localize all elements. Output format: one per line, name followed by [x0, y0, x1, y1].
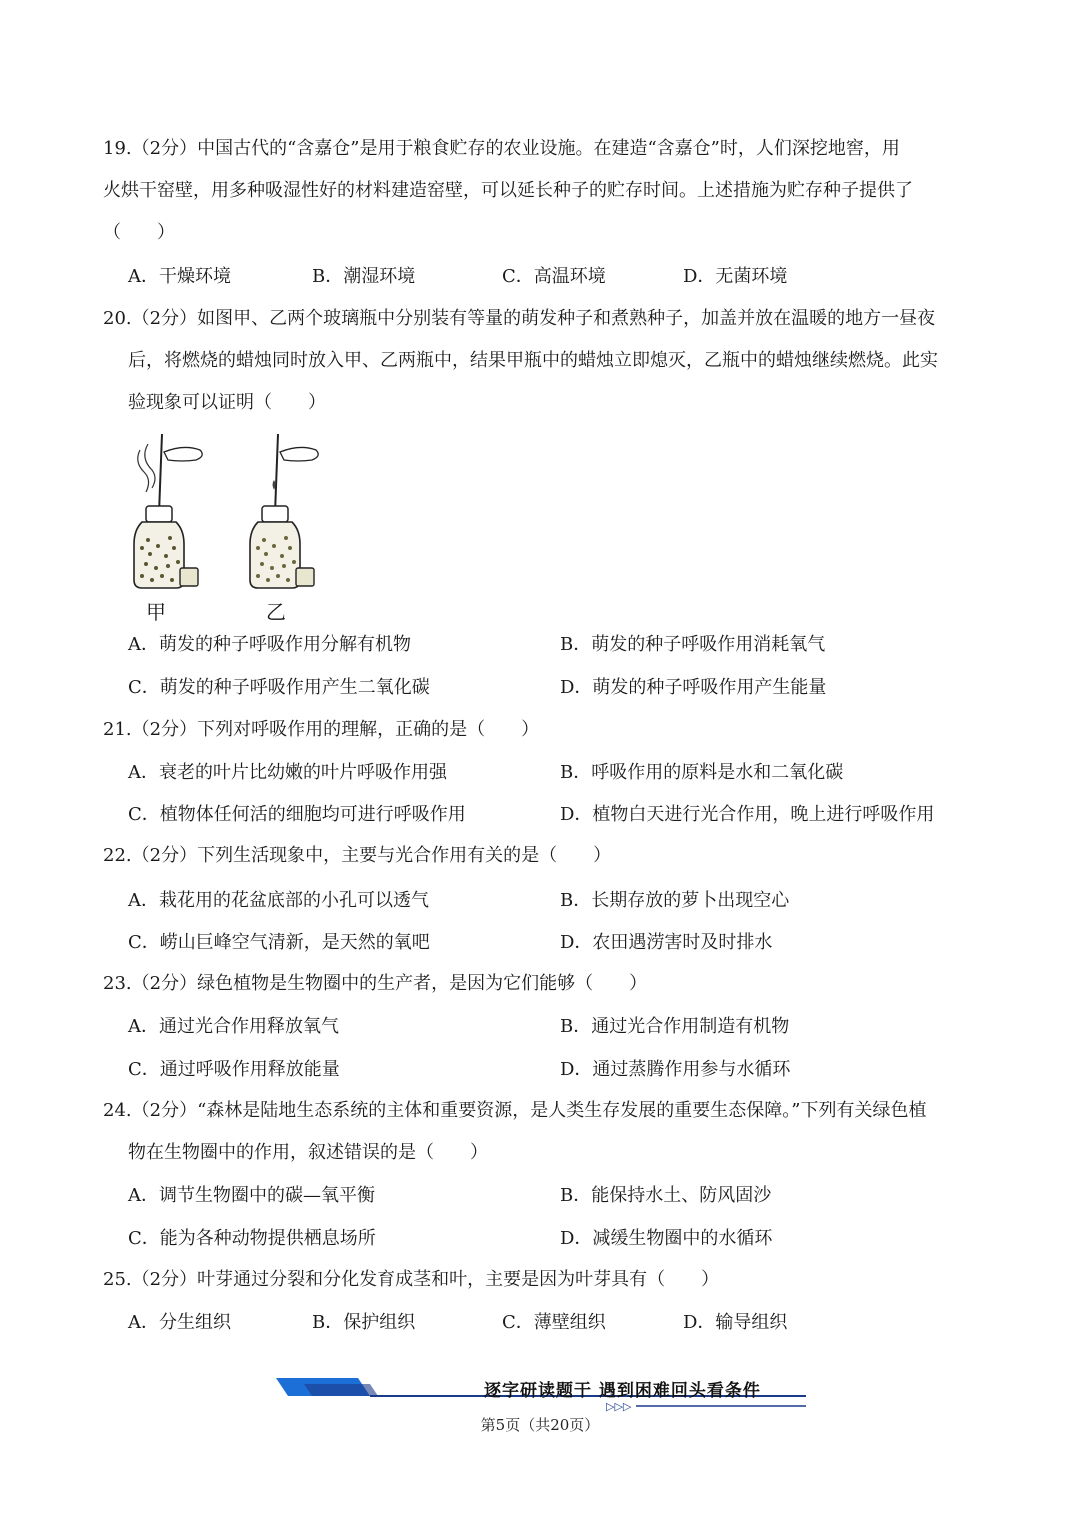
option-d: D．减缓生物圈中的水循环 [560, 1228, 773, 1249]
page-number: 第5页（共20页） [480, 1416, 600, 1434]
question-stem: 后，将燃烧的蜡烛同时放入甲、乙两瓶中，结果甲瓶中的蜡烛立即熄灭，乙瓶中的蜡烛继续燃烧。此实 [128, 350, 938, 371]
option-a: A．通过光合作用释放氧气 [128, 1016, 339, 1037]
option-d: D．无菌环境 [683, 266, 788, 287]
question-stem: （ ） [103, 222, 175, 243]
option-b: B．保护组织 [312, 1312, 416, 1333]
option-b: B．潮湿环境 [312, 266, 416, 287]
option-c: C．薄壁组织 [502, 1312, 606, 1333]
footer-slogan: 逐字研读题干 遇到困难回头看条件 [484, 1381, 761, 1401]
option-a: A．调节生物圈中的碳—氧平衡 [128, 1185, 375, 1206]
question-25 [103, 1259, 983, 1301]
question-stem: 物在生物圈中的作用，叙述错误的是（ ） [128, 1142, 488, 1163]
option-d: D．通过蒸腾作用参与水循环 [560, 1059, 791, 1080]
option-b: B．能保持水土、防风固沙 [560, 1185, 772, 1206]
option-c: C．萌发的种子呼吸作用产生二氧化碳 [128, 677, 430, 698]
jar-jia [134, 434, 202, 588]
figure-label-yi: 乙 [266, 600, 286, 624]
question-stem: 24.（2分）“森林是陆地生态系统的主体和重要资源，是人类生存发展的重要生态保障。”下列有关绿色植 [103, 1100, 927, 1121]
option-d: D．输导组织 [683, 1312, 788, 1333]
option-a: A．干燥环境 [128, 266, 231, 287]
option-c: C．通过呼吸作用释放能量 [128, 1059, 340, 1080]
question-stem: 火烘干窑壁，用多种吸湿性好的材料建造窑壁，可以延长种子的贮存时间。上述措施为贮存种子提供了 [103, 180, 913, 201]
question-stem: 22.（2分）下列生活现象中，主要与光合作用有关的是（ ） [103, 845, 612, 866]
footer-arrows: ▷▷▷ [606, 1400, 632, 1413]
option-b: B．通过光合作用制造有机物 [560, 1016, 790, 1037]
option-d: D．萌发的种子呼吸作用产生能量 [560, 677, 827, 698]
question-21 [103, 709, 983, 751]
question-24 [103, 1090, 983, 1174]
question-stem: 25.（2分）叶芽通过分裂和分化发育成茎和叶，主要是因为叶芽具有（ ） [103, 1269, 720, 1290]
option-a: A．衰老的叶片比幼嫩的叶片呼吸作用强 [128, 762, 447, 783]
option-a: A．萌发的种子呼吸作用分解有机物 [128, 634, 411, 655]
option-b: B．萌发的种子呼吸作用消耗氧气 [560, 634, 826, 655]
question-stem: 23.（2分）绿色植物是生物圈中的生产者，是因为它们能够（ ） [103, 973, 648, 994]
option-d: D．植物白天进行光合作用，晚上进行呼吸作用 [560, 804, 935, 825]
jars-illustration [128, 430, 338, 600]
option-a: A．栽花用的花盆底部的小孔可以透气 [128, 890, 429, 911]
figure-label-jia: 甲 [146, 600, 166, 624]
question-stem: 验现象可以证明（ ） [128, 392, 326, 413]
question-stem: 21.（2分）下列对呼吸作用的理解，正确的是（ ） [103, 719, 540, 740]
option-c: C．崂山巨峰空气清新，是天然的氧吧 [128, 932, 430, 953]
question-stem: 20.（2分）如图甲、乙两个玻璃瓶中分别装有等量的萌发种子和煮熟种子，加盖并放在温暖的地方一昼夜 [103, 308, 936, 329]
question-23 [103, 963, 983, 1005]
option-d: D．农田遇涝害时及时排水 [560, 932, 773, 953]
jar-yi [250, 434, 318, 588]
question-20 [103, 298, 983, 424]
option-b: B．呼吸作用的原料是水和二氧化碳 [560, 762, 844, 783]
question-stem: 19.（2分）中国古代的“含嘉仓”是用于粮食贮存的农业设施。在建造“含嘉仓”时，人们深挖地窖，用 [103, 138, 900, 159]
option-c: C．能为各种动物提供栖息场所 [128, 1228, 376, 1249]
option-c: C．高温环境 [502, 266, 606, 287]
option-b: B．长期存放的萝卜出现空心 [560, 890, 790, 911]
option-a: A．分生组织 [128, 1312, 231, 1333]
question-22 [103, 835, 983, 877]
option-c: C．植物体任何活的细胞均可进行呼吸作用 [128, 804, 466, 825]
question-19 [103, 128, 983, 254]
jar-experiment-figure [128, 430, 338, 624]
